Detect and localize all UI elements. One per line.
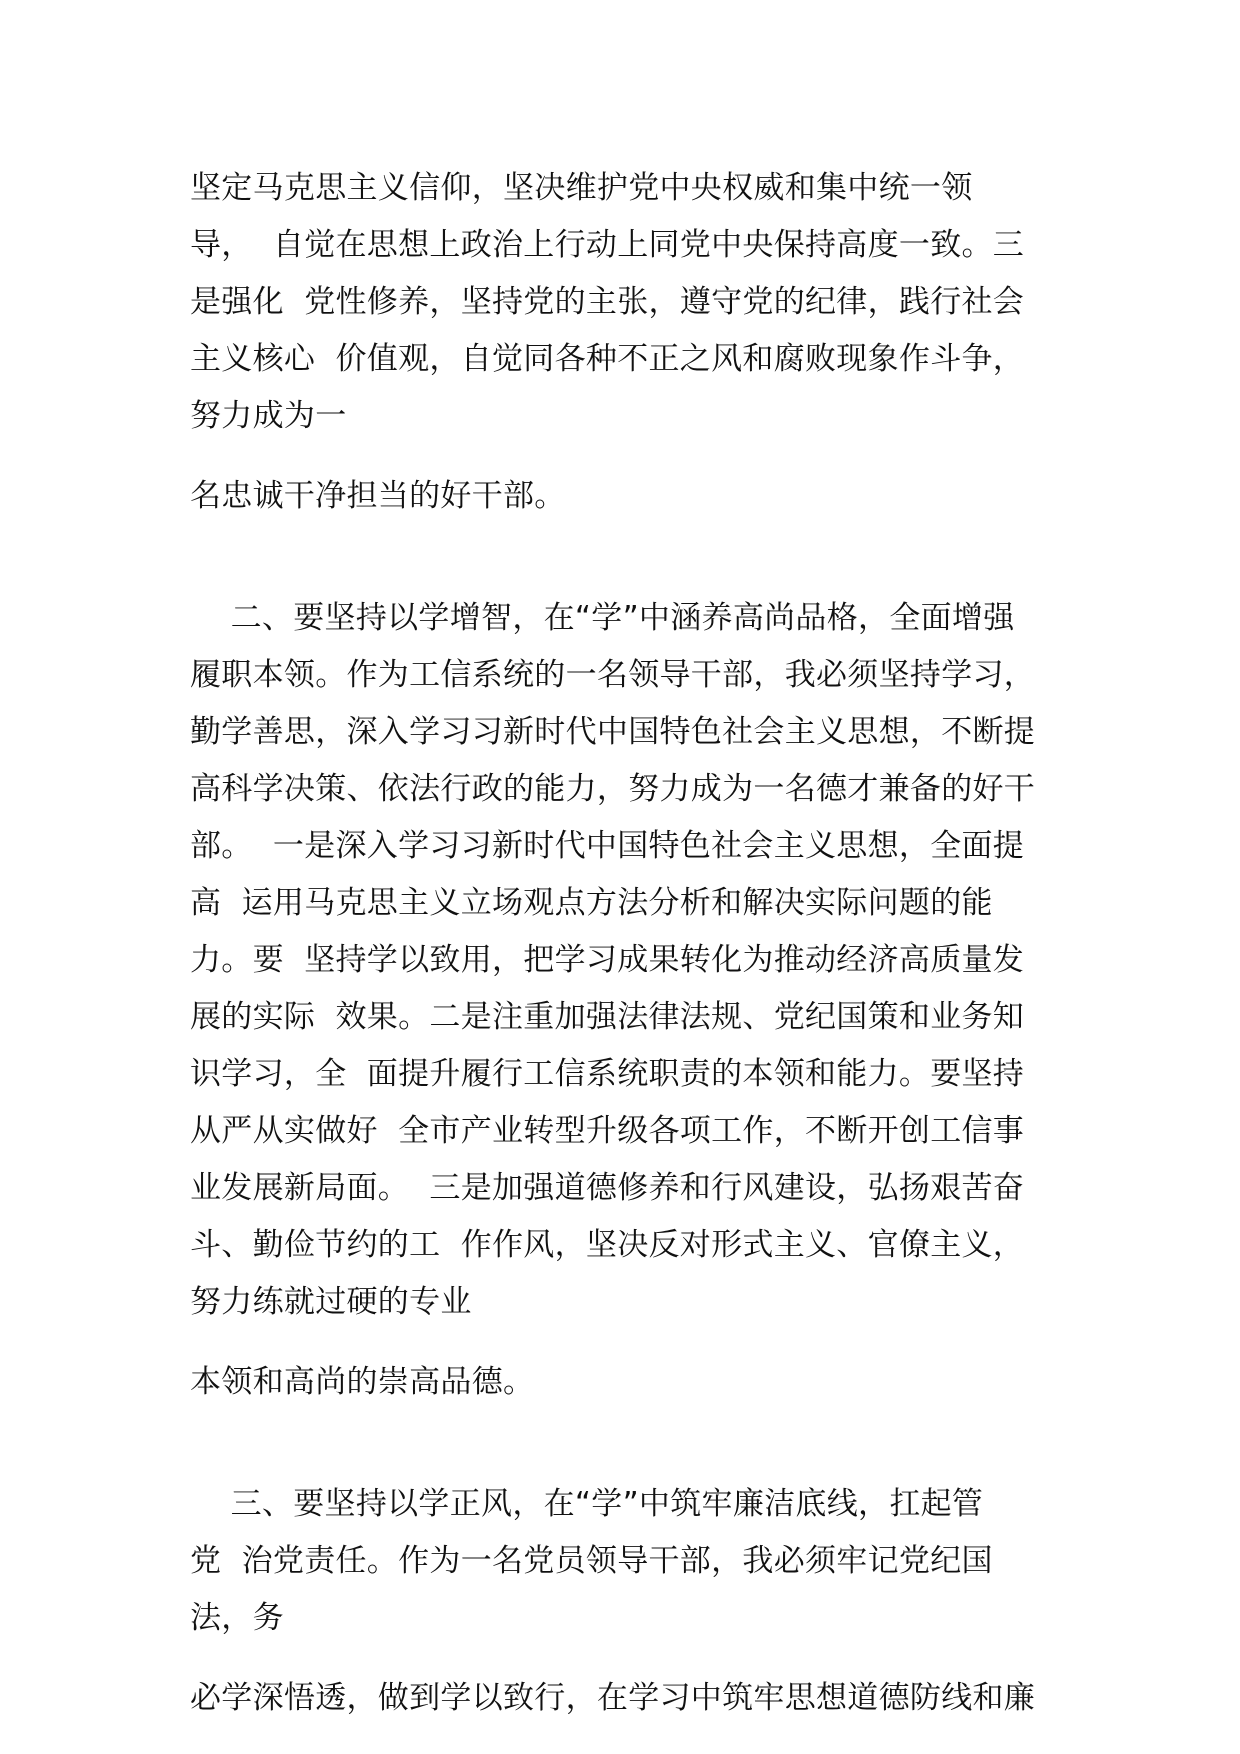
text-line: 党 治党责任。作为一名党员领导干部，我必须牢记党纪国 — [190, 1543, 993, 1579]
text-line: 力。要 坚持学以致用，把学习成果转化为推动经济高质量发 — [190, 942, 1025, 978]
text-line: 是强化 党性修养，坚持党的主张，遵守党的纪律，践行社会 — [190, 284, 1025, 320]
text-line: 从严从实做好 全市产业转型升级各项工作，不断开创工信事 — [190, 1113, 1025, 1149]
text-line: 二、要坚持以学增智，在“学”中涵养高尚品格，全面增强 — [190, 600, 1015, 636]
text-line: 主义核心 价值观，自觉同各种不正之风和腐败现象作斗争， — [190, 341, 1025, 377]
text-line: 坚定马克思主义信仰，坚决维护党中央权威和集中统一领 — [190, 170, 973, 206]
text-line: 展的实际 效果。二是注重加强法律法规、党纪国策和业务知 — [190, 999, 1025, 1035]
text-line: 业发展新局面。 三是加强道德修养和行风建设，弘扬艰苦奋 — [190, 1170, 1025, 1206]
text-line: 斗、勤俭节约的工 作作风，坚决反对形式主义、官僚主义， — [190, 1227, 1025, 1263]
text-line: 履职本领。作为工信系统的一名领导干部，我必须坚持学习， — [190, 657, 1036, 693]
text-line: 努力成为一 — [190, 398, 347, 434]
text-line: 部。 一是深入学习习新时代中国特色社会主义思想，全面提 — [190, 828, 1025, 864]
text-line: 本领和高尚的崇高品德。 — [190, 1364, 535, 1400]
text-line: 名忠诚干净担当的好干部。 — [190, 478, 566, 514]
text-line: 努力练就过硬的专业 — [190, 1284, 472, 1320]
text-line: 法，务 — [190, 1600, 284, 1636]
text-line: 三、要坚持以学正风，在“学”中筑牢廉洁底线，扛起管 — [190, 1486, 984, 1522]
text-line: 勤学善思，深入学习习新时代中国特色社会主义思想，不断提 — [190, 714, 1036, 750]
text-line: 必学深悟透，做到学以致行，在学习中筑牢思想道德防线和廉 — [190, 1680, 1036, 1716]
text-line: 高 运用马克思主义立场观点方法分析和解决实际问题的能 — [190, 885, 993, 921]
text-line: 识学习，全 面提升履行工信系统职责的本领和能力。要坚持 — [190, 1056, 1025, 1092]
text-line: 高科学决策、依法行政的能力，努力成为一名德才兼备的好干 — [190, 771, 1036, 807]
text-line: 导， 自觉在思想上政治上行动上同党中央保持高度一致。三 — [190, 227, 1025, 263]
